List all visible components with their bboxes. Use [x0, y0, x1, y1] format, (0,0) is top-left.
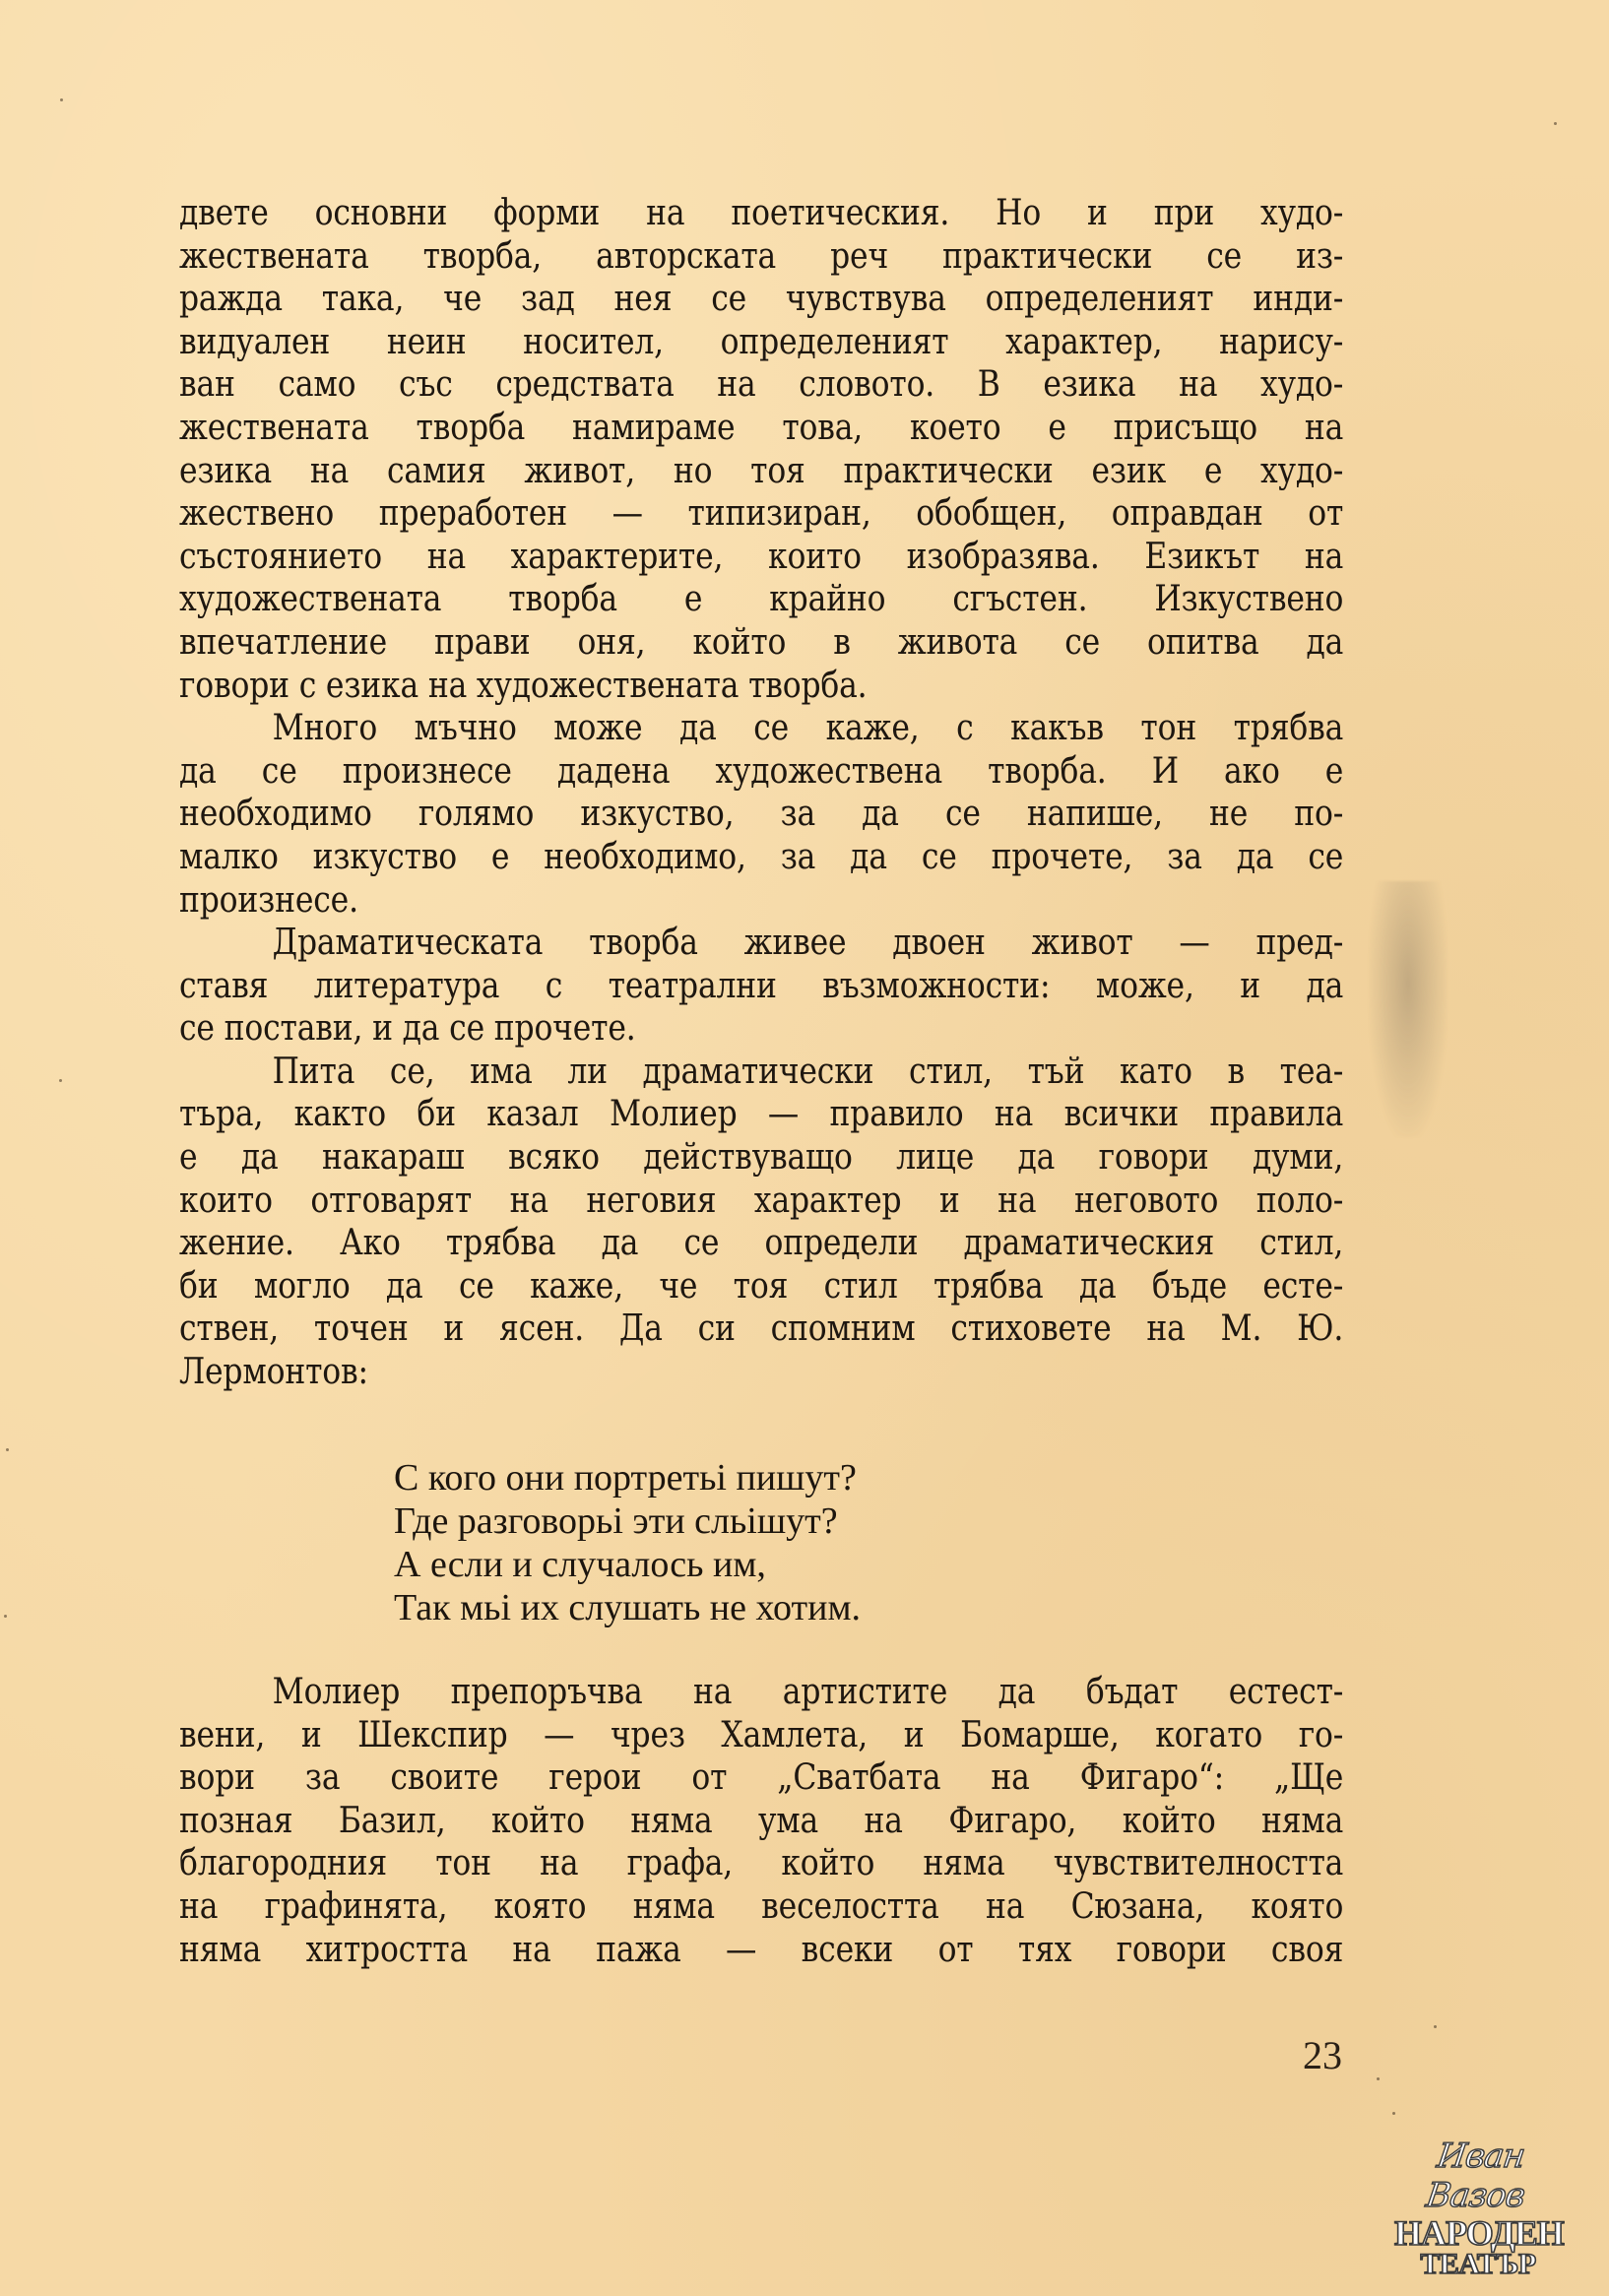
- paper-speck: [4, 1615, 7, 1618]
- paper-speck: [59, 1079, 62, 1082]
- text-line: Драматическата творба живее двоен живот — пред-: [272, 921, 1344, 964]
- text-line: вени, и Шекспир — чрез Хамлета, и Бомарше, когато го-: [179, 1712, 1344, 1755]
- text-line: ствен, точен и ясен. Да си спомним стиховете на М. Ю.: [179, 1307, 1344, 1350]
- text-line: художествената творба е крайно сгъстен. Изкуствено: [179, 577, 1344, 620]
- text-line: езика на самия живот, но тоя практически език е худо-: [179, 448, 1344, 491]
- text-line: благородния тон на графа, който няма чувствителността: [179, 1841, 1344, 1884]
- paper-speck: [1377, 2077, 1380, 2080]
- text-line: би могло да се каже, че тоя стил трябва да бъде есте-: [179, 1263, 1344, 1307]
- text-line: Много мъчно може да се каже, с какъв тон трябва: [272, 706, 1344, 749]
- text-line: необходимо голямо изкуство, за да се напише, не по-: [179, 792, 1344, 835]
- text-line: които отговарят на неговия характер и на неговото поло-: [179, 1178, 1344, 1221]
- text-line: ставя литература с театрални възможности: може, и да: [179, 963, 1344, 1006]
- paper-speck: [1554, 122, 1557, 125]
- text-line: вори за своите герои от „Сватбата на Фигаро“: „Ще: [179, 1755, 1344, 1799]
- text-line: е да накараш всяко действуващо лице да говори думи,: [179, 1135, 1344, 1179]
- poem-verse: С кого они портретьі пишут?: [394, 1457, 857, 1499]
- text-line: Пита се, има ли драматически стил, тъй като в теа-: [272, 1049, 1344, 1092]
- logo-line-2: ТЕАТЪР: [1420, 2248, 1536, 2280]
- poem-verse: Так мьі их слушать не хотим.: [394, 1587, 862, 1628]
- text-line: жествено преработен — типизиран, обобщен, оправдан от: [179, 491, 1344, 535]
- logo-signature: Иван Вазов: [1423, 2137, 1527, 2215]
- poem-verse: Где разговорьі эти сльішут?: [394, 1500, 838, 1542]
- paper-speck: [60, 98, 63, 101]
- text-line: произнесе.: [179, 877, 358, 921]
- text-line: търа, както би казал Молиер — правило на всички правила: [179, 1092, 1344, 1135]
- text-line: впечатление прави оня, който в живота се опитва да: [179, 619, 1344, 663]
- text-line: на графинята, която няма веселостта на Сюзана, която: [179, 1883, 1344, 1927]
- text-line: ражда така, че зад нея се чувствува определеният инди-: [179, 277, 1344, 320]
- body-text-upper: [179, 191, 1343, 1393]
- poem-verse: А если и случалось им,: [394, 1544, 766, 1585]
- text-line: Молиер препоръчва на артистите да бъдат естест-: [272, 1670, 1344, 1712]
- text-line: състоянието на характерите, които изобразява. Езикът на: [179, 534, 1344, 577]
- text-line: жествената творба, авторската реч практически се из-: [179, 233, 1344, 277]
- text-line: се постави, и да се прочете.: [179, 1006, 636, 1050]
- text-line: двете основни форми на поетическия. Но и при худо-: [179, 191, 1344, 233]
- body-text-lower: [179, 1670, 1343, 1970]
- text-line: малко изкуство е необходимо, за да се прочете, за да се: [179, 834, 1344, 877]
- text-line: позная Базил, който няма ума на Фигаро, който няма: [179, 1798, 1344, 1841]
- text-line: да се произнесе дадена художествена творба. И ако е: [179, 748, 1344, 792]
- text-line: жение. Ако трябва да се определи драматическия стил,: [179, 1221, 1344, 1264]
- paper-speck: [6, 1448, 9, 1451]
- text-line: няма хитростта на пажа — всеки от тях говори своя: [179, 1927, 1344, 1970]
- poem-quote: [394, 1456, 861, 1629]
- text-line: говори с езика на художествената творба.: [179, 663, 868, 706]
- national-theatre-logo: [1394, 2137, 1564, 2280]
- paper-speck: [1392, 2112, 1395, 2115]
- text-line: Лермонтов:: [179, 1350, 368, 1393]
- text-line: ван само със средствата на словото. В езика на худо-: [179, 362, 1344, 406]
- text-line: видуален неин носител, определеният характер, нарису-: [179, 319, 1344, 362]
- text-line: жествената творба намираме това, което е присъщо на: [179, 405, 1344, 448]
- page-number: 23: [1303, 2033, 1342, 2077]
- logo-line-1: НАРОДЕН: [1394, 2213, 1564, 2253]
- ink-smudge: [1369, 881, 1448, 1137]
- paper-speck: [1434, 2025, 1437, 2028]
